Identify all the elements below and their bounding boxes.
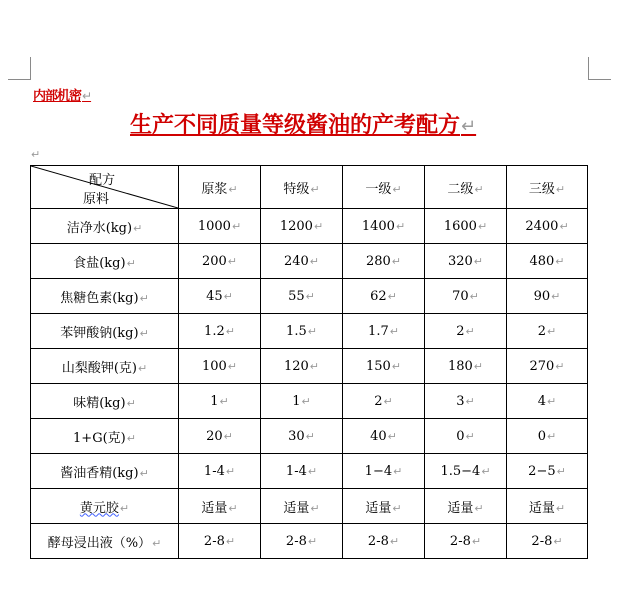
value-cell: 2↵ [343, 384, 425, 419]
value-cell: 1.5−4↵ [425, 454, 507, 489]
value-cell: 2-8↵ [343, 524, 425, 559]
value-cell: 0↵ [425, 419, 507, 454]
value-cell: 320↵ [425, 244, 507, 279]
ingredient-name-cell: 山梨酸钾(克)↵ [31, 349, 179, 384]
column-header: 特级↵ [261, 166, 343, 209]
value-cell: 55↵ [261, 279, 343, 314]
corner-label-material: 原料 [83, 192, 110, 207]
value-cell: 适量↵ [261, 489, 343, 524]
paragraph-mark-icon: ↵ [31, 148, 41, 161]
title-text: 生产不同质量等级酱油的产考配方 [130, 112, 461, 138]
value-cell: 1400↵ [343, 209, 425, 244]
table-row [31, 419, 588, 454]
value-cell: 150↵ [343, 349, 425, 384]
value-cell: 1−4↵ [343, 454, 425, 489]
value-cell: 1-4↵ [261, 454, 343, 489]
value-cell: 1↵ [261, 384, 343, 419]
value-cell: 2↵ [507, 314, 588, 349]
confidential-label [33, 85, 91, 104]
value-cell: 120↵ [261, 349, 343, 384]
table-header-row [31, 166, 588, 209]
value-cell: 1.5↵ [261, 314, 343, 349]
table-row [31, 349, 588, 384]
value-cell: 45↵ [179, 279, 261, 314]
ingredient-name-cell: 味精(kg)↵ [31, 384, 179, 419]
recipe-table [30, 165, 588, 559]
value-cell: 适量↵ [507, 489, 588, 524]
value-cell: 2-8↵ [261, 524, 343, 559]
value-cell: 20↵ [179, 419, 261, 454]
value-cell: 480↵ [507, 244, 588, 279]
diagonal-header-cell [31, 166, 179, 209]
value-cell: 180↵ [425, 349, 507, 384]
column-header: 二级↵ [425, 166, 507, 209]
value-cell: 2-8↵ [179, 524, 261, 559]
value-cell: 1.2↵ [179, 314, 261, 349]
ingredient-name-cell: 酵母浸出液（%）↵ [31, 524, 179, 559]
value-cell: 62↵ [343, 279, 425, 314]
confidential-text: 内部机密 [33, 89, 82, 104]
ingredient-name-cell: 黄元胶↵ [31, 489, 179, 524]
value-cell: 1600↵ [425, 209, 507, 244]
table-row [31, 454, 588, 489]
value-cell: 适量↵ [179, 489, 261, 524]
value-cell: 2-8↵ [425, 524, 507, 559]
page-corner-mark-right [588, 57, 611, 80]
value-cell: 1.7↵ [343, 314, 425, 349]
value-cell: 70↵ [425, 279, 507, 314]
paragraph-mark-icon: ↵ [461, 116, 477, 137]
ingredient-name-cell: 焦糖色素(kg)↵ [31, 279, 179, 314]
ingredient-name-cell: 洁净水(kg)↵ [31, 209, 179, 244]
value-cell: 1-4↵ [179, 454, 261, 489]
value-cell: 0↵ [507, 419, 588, 454]
ingredient-name-cell: 食盐(kg)↵ [31, 244, 179, 279]
value-cell: 1↵ [179, 384, 261, 419]
column-header: 三级↵ [507, 166, 588, 209]
value-cell: 200↵ [179, 244, 261, 279]
value-cell: 2−5↵ [507, 454, 588, 489]
table-row [31, 209, 588, 244]
value-cell: 270↵ [507, 349, 588, 384]
value-cell: 40↵ [343, 419, 425, 454]
value-cell: 适量↵ [425, 489, 507, 524]
page-corner-mark-left [8, 57, 31, 80]
column-header: 一级↵ [343, 166, 425, 209]
value-cell: 1200↵ [261, 209, 343, 244]
table-row [31, 524, 588, 559]
document-title [130, 108, 476, 139]
table-row [31, 279, 588, 314]
value-cell: 适量↵ [343, 489, 425, 524]
value-cell: 2↵ [425, 314, 507, 349]
value-cell: 2-8↵ [507, 524, 588, 559]
value-cell: 1000↵ [179, 209, 261, 244]
ingredient-name-cell: 1+G(克)↵ [31, 419, 179, 454]
corner-label-formula: 配方 [89, 173, 116, 188]
value-cell: 3↵ [425, 384, 507, 419]
value-cell: 30↵ [261, 419, 343, 454]
value-cell: 100↵ [179, 349, 261, 384]
table-row [31, 244, 588, 279]
table-row [31, 489, 588, 524]
ingredient-name-cell: 苯钾酸钠(kg)↵ [31, 314, 179, 349]
table-row [31, 384, 588, 419]
value-cell: 280↵ [343, 244, 425, 279]
column-header: 原浆↵ [179, 166, 261, 209]
value-cell: 4↵ [507, 384, 588, 419]
value-cell: 90↵ [507, 279, 588, 314]
paragraph-mark-icon: ↵ [82, 89, 92, 103]
value-cell: 2400↵ [507, 209, 588, 244]
value-cell: 240↵ [261, 244, 343, 279]
ingredient-name-cell: 酱油香精(kg)↵ [31, 454, 179, 489]
table-row [31, 314, 588, 349]
